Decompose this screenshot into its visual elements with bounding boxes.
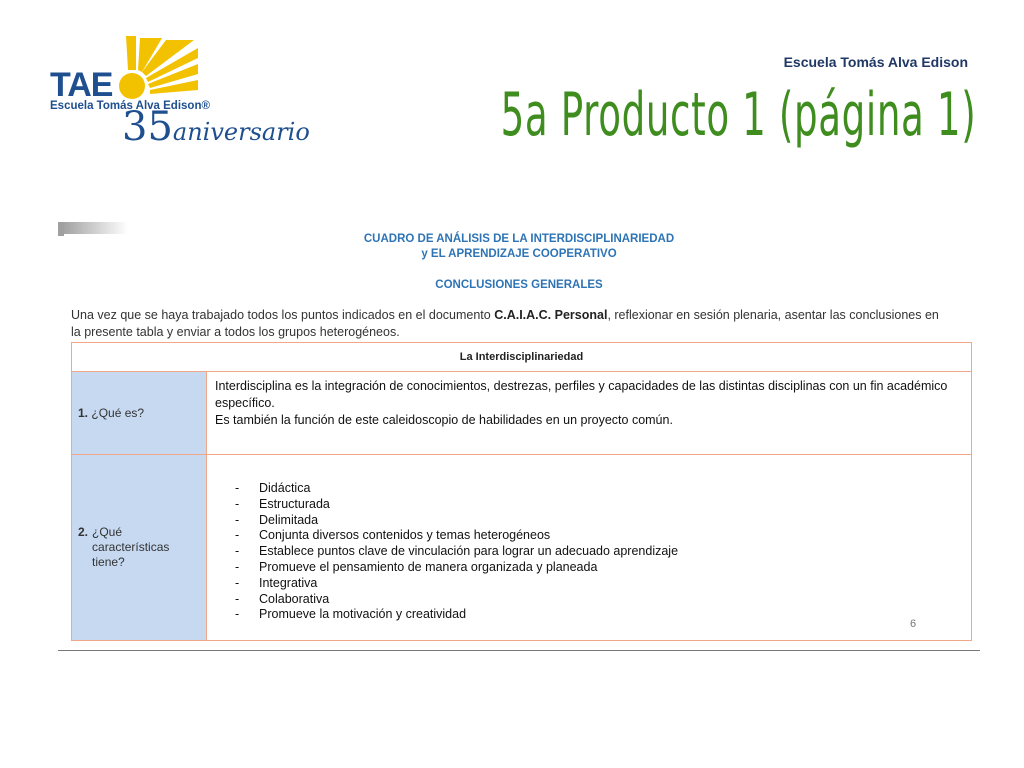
list-item: - Didáctica <box>235 481 311 495</box>
logo-anniversary <box>122 104 310 150</box>
document-intro: Una vez que se haya trabajado todos los puntos indicados en el documento C.A.I.A.C. Personal, reflexionar en sesión plenaria, asentar las conclusiones en la presente tabla y enviar a todos los grupos heterogéneos. <box>71 308 939 339</box>
answer-cell-1 <box>207 372 972 455</box>
school-name: Escuela Tomás Alva Edison <box>783 54 968 70</box>
anniversary-number: 35 <box>122 104 173 150</box>
logo-brand: TAE <box>50 66 113 104</box>
answer-cell-2 <box>207 455 972 641</box>
list-item: - Integrativa <box>235 575 318 590</box>
document-heading-line2: y EL APRENDIZAJE COOPERATIVO <box>421 248 617 260</box>
document-heading-line1: CUADRO DE ANÁLISIS DE LA INTERDISCIPLINARIEDAD <box>363 233 675 245</box>
table-header: La Interdisciplinariedad <box>72 343 972 372</box>
page-number: 6 <box>910 618 917 630</box>
list-item: - Promueve la motivación y creatividad <box>235 607 467 622</box>
slide-title: 5a Producto 1 (página 1) <box>500 80 976 150</box>
table-row <box>72 372 972 455</box>
list-item: - Delimitada <box>235 512 319 527</box>
question-cell-1: 1. ¿Qué es? <box>72 372 207 455</box>
list-item: - Estructurada <box>235 496 330 511</box>
question-cell-2: 2. ¿Qué características tiene? <box>72 455 207 641</box>
logo-school-name: Escuela Tomás Alva Edison® <box>50 100 210 112</box>
document-image <box>58 222 980 651</box>
list-item: - Promueve el pensamiento de manera organizada y planeada <box>235 559 598 574</box>
school-logo <box>44 36 314 164</box>
features-list <box>235 481 963 623</box>
list-item: - Colaborativa <box>235 591 330 606</box>
table-row <box>72 455 972 641</box>
answer-1-line2: Es también la función de este caleidoscopio de habilidades en un proyecto común. <box>215 413 673 427</box>
list-item: - Establece puntos clave de vinculación para lograr un adecuado aprendizaje <box>235 544 679 559</box>
list-item: - Conjunta diversos contenidos y temas heterogéneos <box>235 528 551 543</box>
document-subheading: CONCLUSIONES GENERALES <box>435 279 603 291</box>
answer-1-line1: Interdisciplina es la integración de conocimientos, destrezas, perfiles y capacidades de las distintas disciplinas con un fin académico específico. <box>215 379 948 410</box>
analysis-table <box>71 342 972 641</box>
anniversary-text: aniversario <box>172 118 310 146</box>
